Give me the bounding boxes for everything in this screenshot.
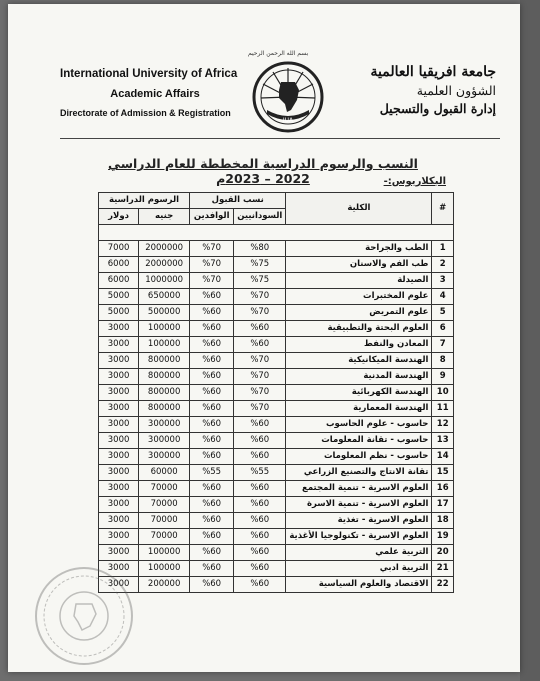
row-number: 17 — [432, 497, 454, 513]
header-english — [60, 68, 250, 118]
table-row — [99, 577, 454, 593]
foreigners-rate: %55 — [190, 465, 234, 481]
table-row — [99, 353, 454, 369]
fee-sdg: 300000 — [139, 417, 190, 433]
table-row — [99, 289, 454, 305]
table-row — [99, 369, 454, 385]
foreigners-rate: %60 — [190, 513, 234, 529]
fee-sdg: 60000 — [139, 465, 190, 481]
sudanese-rate: %60 — [234, 417, 286, 433]
sudanese-rate: %70 — [234, 401, 286, 417]
university-name-en: International University of Africa — [60, 68, 238, 80]
fee-usd: 3000 — [99, 481, 139, 497]
row-number: 18 — [432, 513, 454, 529]
table-row — [99, 513, 454, 529]
table-row — [99, 385, 454, 401]
fee-sdg: 100000 — [139, 321, 190, 337]
foreigners-rate: %70 — [190, 241, 234, 257]
fee-sdg: 300000 — [139, 449, 190, 465]
fee-usd: 6000 — [99, 273, 139, 289]
row-number: 3 — [432, 273, 454, 289]
header-arabic — [328, 64, 496, 116]
row-number: 5 — [432, 305, 454, 321]
sudanese-rate: %60 — [234, 497, 286, 513]
foreigners-rate: %60 — [190, 369, 234, 385]
sudanese-rate: %60 — [234, 321, 286, 337]
section-subtitle: البكلاريوس:- — [383, 176, 446, 187]
college-name: تقانة الانتاج والتصنيع الزراعي — [286, 465, 432, 481]
fee-usd: 3000 — [99, 321, 139, 337]
sudanese-rate: %70 — [234, 305, 286, 321]
fee-sdg: 70000 — [139, 529, 190, 545]
fee-usd: 3000 — [99, 369, 139, 385]
fee-usd: 3000 — [99, 577, 139, 593]
fee-usd: 3000 — [99, 449, 139, 465]
fee-sdg: 2000000 — [139, 257, 190, 273]
college-name: الهندسة المعمارية — [286, 401, 432, 417]
department-name-en: Academic Affairs — [110, 88, 200, 100]
university-logo — [251, 60, 325, 134]
foreigners-rate: %60 — [190, 321, 234, 337]
table-row — [99, 465, 454, 481]
fee-usd: 3000 — [99, 529, 139, 545]
fee-usd: 3000 — [99, 545, 139, 561]
sudanese-rate: %60 — [234, 545, 286, 561]
university-name-ar: جامعة افريقيا العالمية — [370, 64, 496, 80]
table-row — [99, 529, 454, 545]
background-edge — [520, 0, 540, 681]
department-name-ar: الشؤون العلمية — [416, 83, 496, 98]
fee-sdg: 100000 — [139, 545, 190, 561]
foreigners-rate: %60 — [190, 353, 234, 369]
foreigners-rate: %60 — [190, 481, 234, 497]
row-number: 2 — [432, 257, 454, 273]
foreigners-rate: %60 — [190, 577, 234, 593]
row-number: 15 — [432, 465, 454, 481]
fee-usd: 3000 — [99, 353, 139, 369]
fee-sdg: 200000 — [139, 577, 190, 593]
sudanese-rate: %75 — [234, 273, 286, 289]
fee-sdg: 70000 — [139, 481, 190, 497]
sudanese-rate: %75 — [234, 257, 286, 273]
college-name: حاسوب - تقانة المعلومات — [286, 433, 432, 449]
fee-sdg: 2000000 — [139, 241, 190, 257]
table-row — [99, 305, 454, 321]
college-name: الطب والجراحة — [286, 241, 432, 257]
foreigners-rate: %60 — [190, 385, 234, 401]
fee-sdg: 1000000 — [139, 273, 190, 289]
table-row — [99, 241, 454, 257]
row-number: 4 — [432, 289, 454, 305]
row-number: 14 — [432, 449, 454, 465]
foreigners-rate: %60 — [190, 497, 234, 513]
fee-sdg: 500000 — [139, 305, 190, 321]
foreigners-rate: %70 — [190, 257, 234, 273]
fee-sdg: 70000 — [139, 513, 190, 529]
fee-usd: 3000 — [99, 417, 139, 433]
document-page — [8, 4, 520, 672]
row-number: 13 — [432, 433, 454, 449]
fee-usd: 3000 — [99, 561, 139, 577]
fee-sdg: 100000 — [139, 561, 190, 577]
college-name: التربية علمي — [286, 545, 432, 561]
row-number: 6 — [432, 321, 454, 337]
foreigners-rate: %60 — [190, 545, 234, 561]
sudanese-rate: %60 — [234, 433, 286, 449]
row-number: 19 — [432, 529, 454, 545]
fee-sdg: 800000 — [139, 353, 190, 369]
header-divider — [60, 138, 500, 139]
sudanese-rate: %55 — [234, 465, 286, 481]
table-row — [99, 545, 454, 561]
foreigners-rate: %60 — [190, 433, 234, 449]
fee-usd: 3000 — [99, 465, 139, 481]
fee-usd: 3000 — [99, 433, 139, 449]
sudanese-rate: %70 — [234, 289, 286, 305]
foreigners-rate: %60 — [190, 337, 234, 353]
sudanese-rate: %60 — [234, 449, 286, 465]
row-number: 8 — [432, 353, 454, 369]
logo-text: IUA — [282, 117, 294, 124]
foreigners-rate: %60 — [190, 289, 234, 305]
row-number: 9 — [432, 369, 454, 385]
fee-sdg: 300000 — [139, 433, 190, 449]
fee-usd: 3000 — [99, 401, 139, 417]
table-row — [99, 257, 454, 273]
table-row — [99, 481, 454, 497]
foreigners-rate: %60 — [190, 305, 234, 321]
row-number: 21 — [432, 561, 454, 577]
fee-usd: 3000 — [99, 513, 139, 529]
fee-sdg: 800000 — [139, 369, 190, 385]
fee-usd: 3000 — [99, 337, 139, 353]
sudanese-rate: %60 — [234, 561, 286, 577]
fee-sdg: 650000 — [139, 289, 190, 305]
fee-usd: 6000 — [99, 257, 139, 273]
college-name: العلوم الاسرية - تغذية — [286, 513, 432, 529]
fee-usd: 7000 — [99, 241, 139, 257]
header-admission-group: نسب القبول — [190, 193, 286, 209]
college-name: التربية ادبي — [286, 561, 432, 577]
college-name: العلوم الاسرية - تنمية المجتمع — [286, 481, 432, 497]
row-number: 16 — [432, 481, 454, 497]
fee-sdg: 70000 — [139, 497, 190, 513]
table-row — [99, 401, 454, 417]
foreigners-rate: %60 — [190, 449, 234, 465]
sudanese-rate: %70 — [234, 353, 286, 369]
college-name: علوم المختبرات — [286, 289, 432, 305]
sudanese-rate: %60 — [234, 481, 286, 497]
row-number: 22 — [432, 577, 454, 593]
college-name: علوم التمريض — [286, 305, 432, 321]
sudanese-rate: %70 — [234, 369, 286, 385]
fee-sdg: 800000 — [139, 401, 190, 417]
sudanese-rate: %80 — [234, 241, 286, 257]
college-name: الهندسة الكهربائية — [286, 385, 432, 401]
row-number: 7 — [432, 337, 454, 353]
header-college: الكلية — [286, 193, 432, 225]
fee-usd: 5000 — [99, 305, 139, 321]
header-foreigners: الوافدين — [190, 209, 234, 225]
college-name: الهندسة الميكانيكية — [286, 353, 432, 369]
foreigners-rate: %60 — [190, 417, 234, 433]
table-row — [99, 433, 454, 449]
row-number: 1 — [432, 241, 454, 257]
foreigners-rate: %60 — [190, 401, 234, 417]
row-number: 20 — [432, 545, 454, 561]
sudanese-rate: %60 — [234, 337, 286, 353]
college-name: طب الفم والاسنان — [286, 257, 432, 273]
header-sudanese: السودانيين — [234, 209, 286, 225]
foreigners-rate: %60 — [190, 561, 234, 577]
directorate-name-ar: إدارة القبول والتسجيل — [379, 101, 496, 116]
sudanese-rate: %60 — [234, 513, 286, 529]
fee-usd: 3000 — [99, 385, 139, 401]
sudanese-rate: %60 — [234, 529, 286, 545]
table-row — [99, 449, 454, 465]
fee-usd: 5000 — [99, 289, 139, 305]
table-row — [99, 417, 454, 433]
college-name: الاقتصاد والعلوم السياسية — [286, 577, 432, 593]
table-row — [99, 561, 454, 577]
college-name: حاسوب - علوم الحاسوب — [286, 417, 432, 433]
college-name: العلوم الاسرية - تكنولوجيا الأغذية — [286, 529, 432, 545]
table-body — [99, 241, 454, 593]
college-name: الهندسة المدنية — [286, 369, 432, 385]
fee-usd: 3000 — [99, 497, 139, 513]
header-fees-group: الرسوم الدراسية — [99, 193, 190, 209]
table-row — [99, 497, 454, 513]
header-num: # — [432, 193, 454, 225]
header-sdg: جنيه — [139, 209, 190, 225]
college-name: العلوم البحتة والتطبيقية — [286, 321, 432, 337]
table-row — [99, 273, 454, 289]
official-stamp — [32, 564, 136, 668]
header-spacer — [99, 225, 454, 241]
fee-sdg: 800000 — [139, 385, 190, 401]
fees-table — [98, 192, 454, 593]
college-name: حاسوب - نظم المعلومات — [286, 449, 432, 465]
row-number: 10 — [432, 385, 454, 401]
college-name: المعادن والنفط — [286, 337, 432, 353]
fee-sdg: 100000 — [139, 337, 190, 353]
sudanese-rate: %60 — [234, 577, 286, 593]
foreigners-rate: %70 — [190, 273, 234, 289]
foreigners-rate: %60 — [190, 529, 234, 545]
table-row — [99, 321, 454, 337]
directorate-name-en: Directorate of Admission & Registration — [60, 108, 231, 118]
row-number: 11 — [432, 401, 454, 417]
college-name: الصيدلة — [286, 273, 432, 289]
row-number: 12 — [432, 417, 454, 433]
sudanese-rate: %70 — [234, 385, 286, 401]
college-name: العلوم الاسرية - تنمية الاسرة — [286, 497, 432, 513]
header-usd: دولار — [99, 209, 139, 225]
basmala: بسم الله الرحمن الرحيم — [248, 50, 309, 57]
table-header-row-1 — [99, 193, 454, 209]
document-title: النسب والرسوم الدراسية المخططة للعام الدراسي 2022 – 2023م — [108, 156, 418, 186]
table-row — [99, 337, 454, 353]
